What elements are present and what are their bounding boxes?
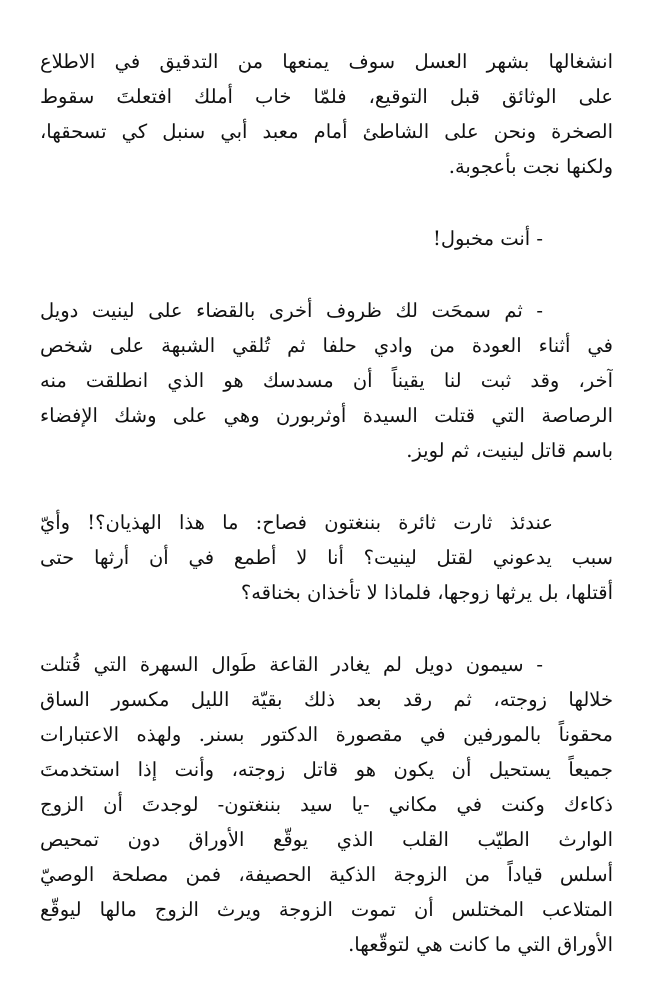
paragraph-gap bbox=[40, 610, 613, 647]
text-line: على الوثائق قبل التوقيع، فلمّا خاب أملك افتعلتَ سقوط bbox=[40, 85, 613, 108]
paragraph-4 bbox=[40, 505, 613, 610]
text-line: باسم قاتل لينيت، ثم لويز. bbox=[406, 439, 613, 462]
text-line: سبب يدعوني لقتل لينيت؟ أنا لا أطمع في أن أرثها حتى bbox=[40, 546, 613, 569]
text-line: محقوناً بالمورفين في مقصورة الدكتور بسنر. ولهذه الاعتبارات bbox=[40, 723, 613, 746]
paragraph-gap bbox=[40, 468, 613, 505]
text-line: أقتلها، بل يرثها زوجها، فلماذا لا تأخذان بخناقه؟ bbox=[240, 581, 613, 604]
paragraph-gap bbox=[40, 256, 613, 293]
text-line: الوارث الطيّب القلب الذي يوقّع الأوراق دون تمحيص bbox=[40, 828, 613, 851]
paragraph-1 bbox=[40, 44, 613, 184]
text-line: انشغالها بشهر العسل سوف يمنعها من التدقيق في الاطلاع bbox=[40, 50, 613, 73]
text-line: الرصاصة التي قتلت السيدة أوثربورن وهي على وشك الإفضاء bbox=[40, 404, 613, 427]
text-line: ذكاءك وكنت في مكاني -يا سيد بننغتون- لوجدتَ أن الزوج bbox=[40, 793, 613, 816]
text-line: عندئذ ثارت ثائرة بننغتون فصاح: ما هذا الهذيان؟! وأيّ bbox=[40, 511, 553, 534]
text-line: آخر، وقد ثبت لنا يقيناً أن مسدسك هو الذي انطلقت منه bbox=[40, 369, 613, 392]
dialogue-line: - ثم سمحَت لك ظروف أخرى بالقضاء على لينيت دويل bbox=[40, 299, 543, 322]
paragraph-gap bbox=[40, 184, 613, 221]
dialogue-line: - أنت مخبول! bbox=[433, 227, 543, 250]
text-line: في أثناء العودة من وادي حلفا ثم تُلقي الشبهة على شخص bbox=[40, 334, 613, 357]
text-line: أسلس قياداً من الزوجة الذكية الحصيفة، فمن مصلحة الوصيّ bbox=[40, 863, 613, 886]
text-line: جميعاً يستحيل أن يكون هو قاتل زوجته، وأنت إذا استخدمتَ bbox=[40, 758, 613, 781]
paragraph-3 bbox=[40, 293, 613, 468]
text-line: الصخرة ونحن على الشاطئ أمام معبد أبي سنبل كي تسحقها، bbox=[40, 120, 613, 143]
paragraph-2 bbox=[40, 221, 613, 256]
dialogue-line: - سيمون دويل لم يغادر القاعة طَوال السهرة التي قُتلت bbox=[40, 653, 543, 676]
text-line: خلالها زوجته، ثم رقد بعد ذلك بقيّة الليل مكسور الساق bbox=[40, 688, 613, 711]
text-line: الأوراق التي ما كانت هي لتوقّعها. bbox=[348, 933, 613, 956]
text-line: ولكنها نجت بأعجوبة. bbox=[448, 155, 613, 178]
paragraph-5 bbox=[40, 647, 613, 962]
text-line: المتلاعب المختلس أن تموت الزوجة ويرث الزوج مالها ليوقّع bbox=[40, 898, 613, 921]
